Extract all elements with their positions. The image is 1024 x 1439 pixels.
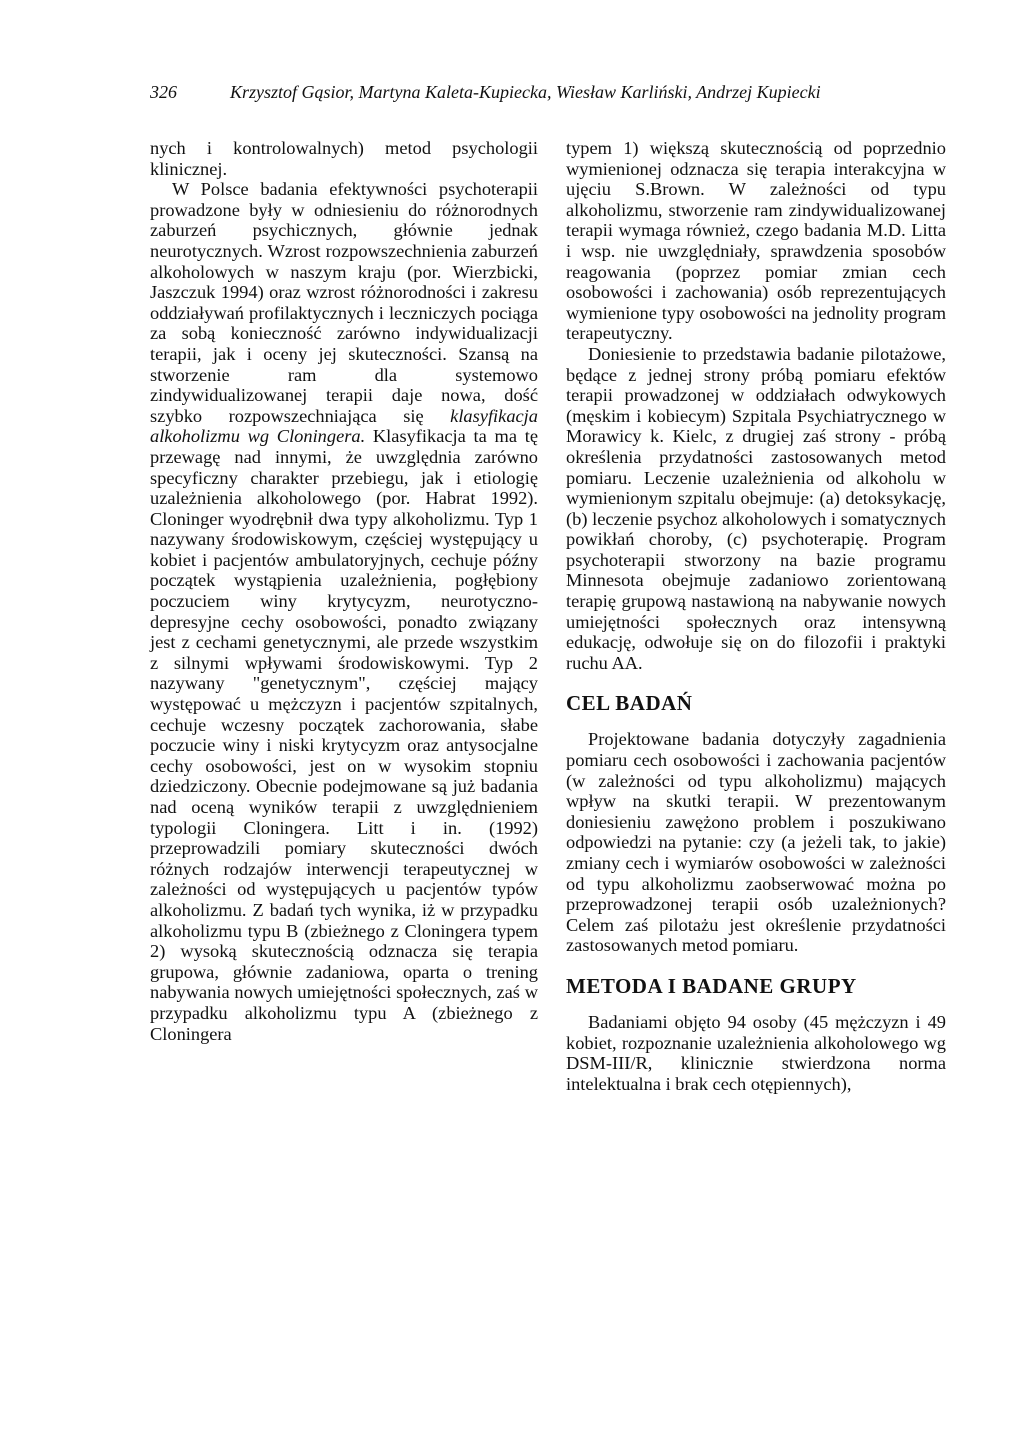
page-number: 326 bbox=[150, 82, 177, 102]
paragraph-pilot-study: Doniesienie to przedstawia badanie pilotażowe, będące z jednej strony próbą pomiaru efektów terapii prowadzonej w oddziałach odwykowych (męskim i kobiecym) Szpitala Psychiatrycznego w Morawicy k. Kielc, z drugiej zaś strony - próbą określenia przydatności zastosowanych metod pomiaru. Leczenie uzależnienia od alkoholu w wymienionym szpitalu obejmuje: (a) detoksykację, (b) leczenie psychoz alkoholowych i somatycznych powikłań choroby, (c) psychoterapię. Program psychoterapii stworzony na bazie programu Minnesota obejmuje zadaniowo zorientowaną terapię grupową nastawioną na nabywanie nowych umiejętności społecznych oraz intensywną edukację, odwołuje się on do filozofii i praktyki ruchu AA. bbox=[566, 343, 946, 673]
paragraph-text: Klasyfikacja ta ma tę przewagę nad innymi, że uwzględnia zarówno specyficzny charakter przebiegu, jak i etiologię uzależnienia alkoholowego (por. Habrat 1992). Cloninger wyodrębnił dwa typy alkoholizmu. Typ 1 nazywany środowiskowym, częściej występujący u kobiet i pacjentów ambulatoryjnych, cechuje późny początek wystąpienia uzależnienia, pogłębiony poczuciem winy krytycyzm, neurotyczno-depresyjne cechy osobowości, ponadto związany jest z cechami genetycznymi, ale przede wszystkim z silnymi wpływami środowiskowymi. Typ 2 nazywany "genetycznym", częściej mający występować u mężczyzn i pacjentów szpitalnych, cechuje wczesny początek zachorowania, słabe poczucie winy i niski krytycyzm oraz antysocjalne cechy osobowości, jest on w wysokim stopniu dziedziczony. Obecnie podejmowane są już badania nad oceną wyników terapii z uwzględnieniem typologii Cloningera. Litt i in. (1992) przeprowadzili pomiary skuteczności dwóch różnych rodzajów interwencji terapeutycznej w zależności od występujących u pacjentów typów alkoholizmu. Z badań tych wynika, iż w przypadku alkoholizmu typu B (zbieżnego z Cloningera typem 2) wysoką skutecznością odznacza się terapia grupowa, głównie zadaniowa, oparta o trening nabywania nowych umiejętności społecznych, zaś w przypadku alkoholizmu typu A (zbieżnego z Cloningera bbox=[150, 426, 538, 1044]
section-heading-aim: CEL BADAŃ bbox=[566, 691, 693, 716]
paragraph-continuation: nych i kontrolowalnych) metod psychologii klinicznej. bbox=[150, 138, 538, 179]
right-column bbox=[566, 138, 946, 1094]
paragraph-aim: Projektowane badania dotyczyły zagadnienia pomiaru cech osobowości i zachowania pacjentów (w zależności od typu alkoholizmu) mających wpływ na skutki terapii. W prezentowanym doniesieniu zawężono problem i poszukiwano odpowiedzi na pytanie: czy (a jeżeli tak, to jakie) zmiany cech i wymiarów osobowości w zależności od typu alkoholizmu zaobserwować można po przeprowadzonej terapii osób uzależnionych? Celem zaś pilotażu jest określenie przydatności zastosowanych metod pomiaru. bbox=[566, 729, 946, 956]
paragraph-polish-research bbox=[150, 179, 538, 1044]
paragraph-method: Badaniami objęto 94 osoby (45 mężczyzn i 49 kobiet, rozpoznanie uzależnienia alkoholowego wg DSM-III/R, klinicznie stwierdzona norma intelektualna i brak cech otępiennych), bbox=[566, 1011, 946, 1094]
paragraph-continuation-right: typem 1) większą skutecznością od poprzednio wymienionej odznacza się terapia interakcyjna w ujęciu S.Brown. W zależności od typu alkoholizmu, stworzenie ram zindywidualizowanej terapii wymaga również, czego badania M.D. Litta i wsp. nie uwzględniały, sprawdzenia sposobów reagowania (poprzez pomiar zmian cech osobowości i zachowania) osób reprezentujących wymienione typy osobowości na jednolity program terapeutyczny. bbox=[566, 138, 946, 344]
running-header-authors: Krzysztof Gąsior, Martyna Kaleta-Kupiecka, Wiesław Karliński, Andrzej Kupiecki bbox=[230, 82, 821, 102]
left-column bbox=[150, 138, 538, 1044]
paragraph-text: W Polsce badania efektywności psychoterapii prowadzone były w odniesieniu do różnorodnych zaburzeń psychicznych, głównie jednak neurotycznych. Wzrost rozpowszechnienia zaburzeń alkoholowych w naszym kraju (por. Wierzbicki, Jaszczuk 1994) oraz wzrost różnorodności i zakresu oddziaływań profilaktycznych i leczniczych pociąga za sobą konieczność zarówno indywidualizacji terapii, jak i oceny jej skuteczności. Szansą na stworzenie ram dla systemowo zindywidualizowanej terapii daje nowa, dość szybko rozpowszechniająca się bbox=[150, 179, 538, 426]
running-header bbox=[150, 80, 950, 104]
section-heading-method: METODA I BADANE GRUPY bbox=[566, 973, 857, 998]
emphasis-classification: klasyfikacja alkoholizmu wg Cloningera. bbox=[150, 405, 538, 447]
